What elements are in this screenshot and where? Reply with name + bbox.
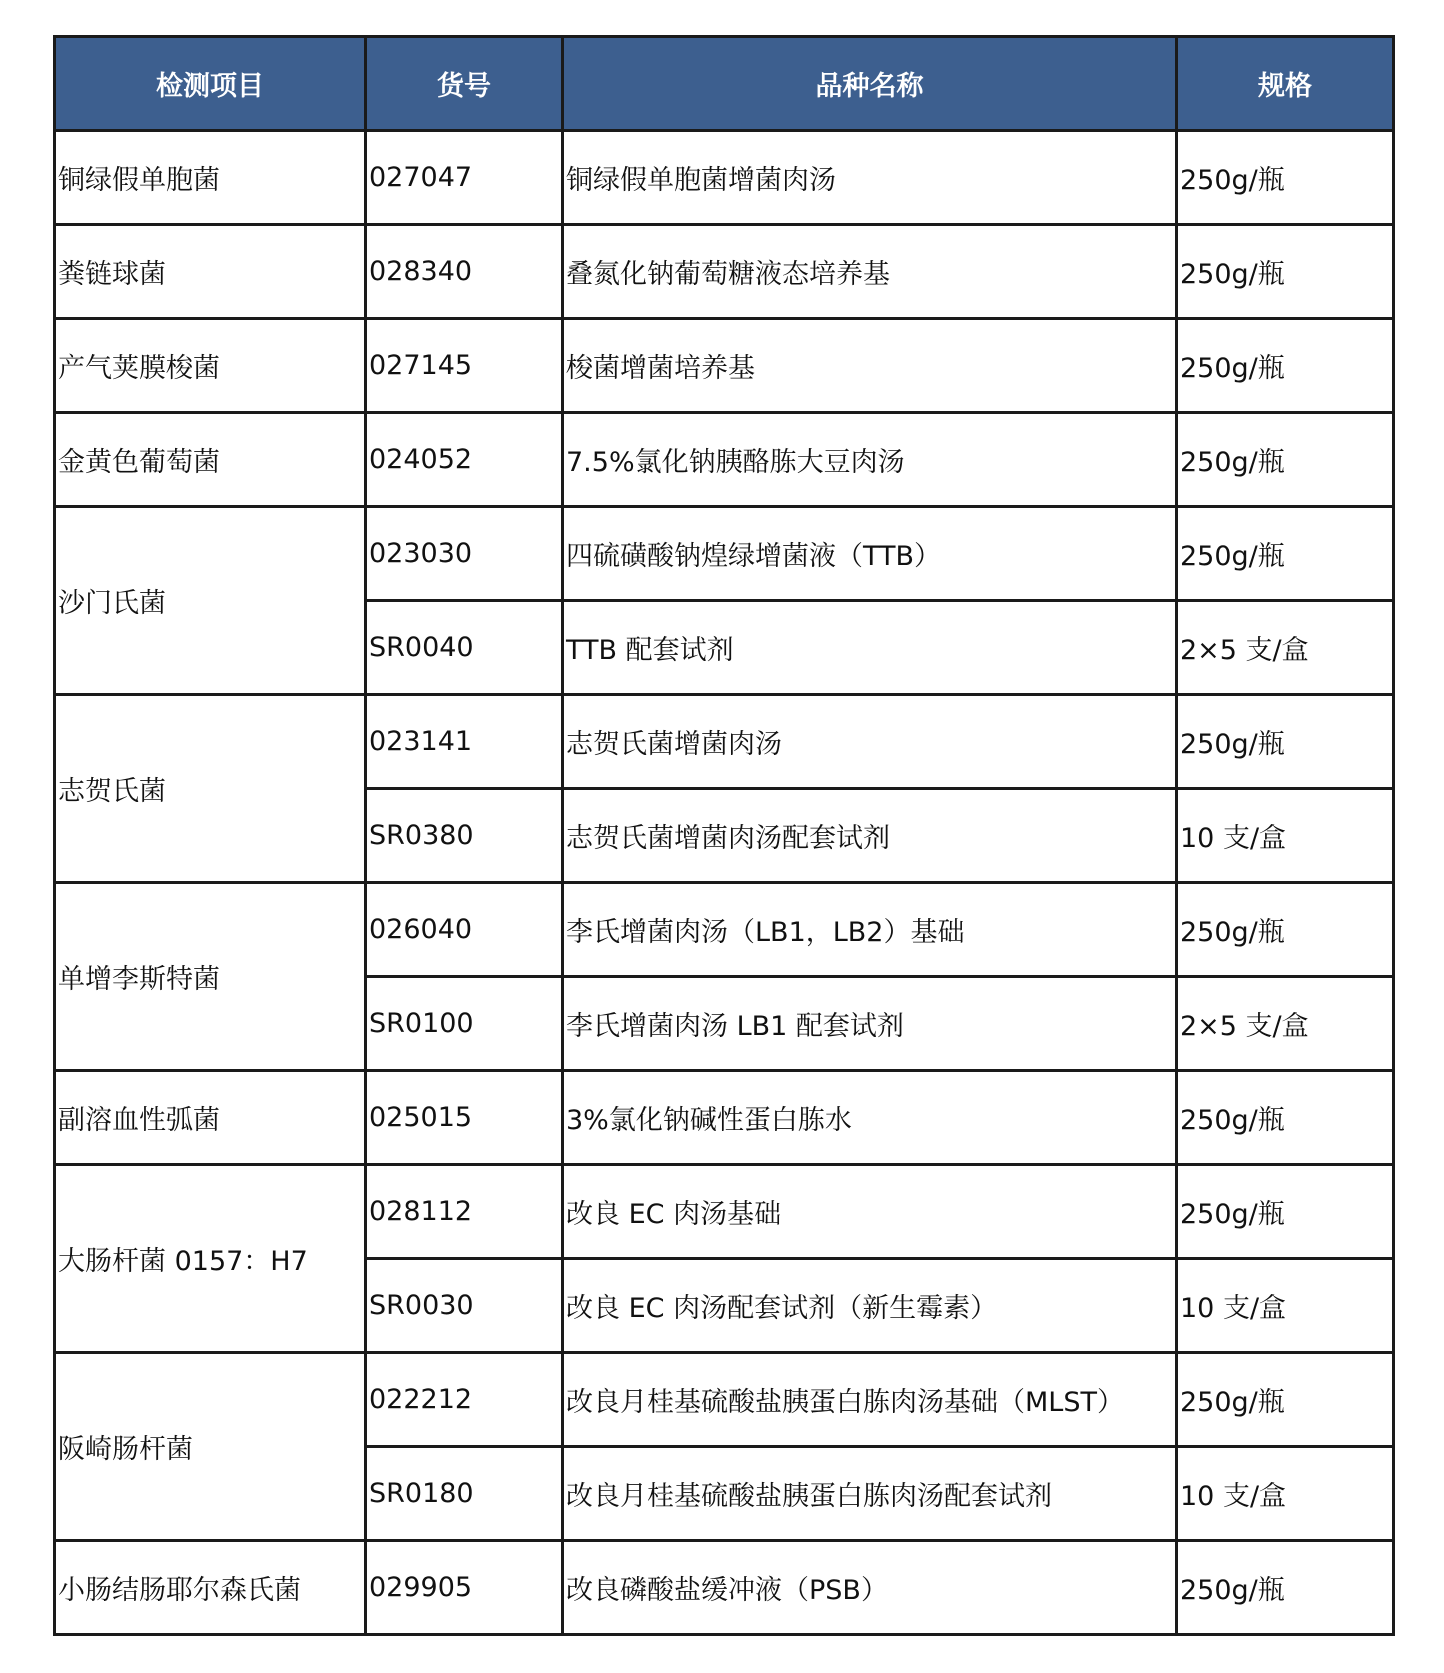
product-spec-cell: 250g/瓶	[1177, 507, 1394, 601]
table-row	[55, 883, 1394, 977]
product-spec-cell: 10 支/盒	[1177, 789, 1394, 883]
product-code-cell: 029905	[366, 1541, 563, 1635]
product-code-cell: 027145	[366, 319, 563, 413]
product-code-cell: 028340	[366, 225, 563, 319]
column-header-code: 货号	[366, 37, 563, 131]
test-item-cell: 铜绿假单胞菌	[55, 131, 366, 225]
test-item-cell: 阪崎肠杆菌	[55, 1353, 366, 1541]
table-row	[55, 1541, 1394, 1635]
product-spec-cell: 250g/瓶	[1177, 883, 1394, 977]
table-row	[55, 1071, 1394, 1165]
product-code-cell: 028112	[366, 1165, 563, 1259]
product-spec-cell: 10 支/盒	[1177, 1259, 1394, 1353]
table-row	[55, 1353, 1394, 1447]
test-item-cell: 副溶血性弧菌	[55, 1071, 366, 1165]
table-row	[55, 131, 1394, 225]
product-name-cell: 志贺氏菌增菌肉汤	[563, 695, 1177, 789]
product-name-cell: 李氏增菌肉汤 LB1 配套试剂	[563, 977, 1177, 1071]
test-item-cell: 大肠杆菌 0157：H7	[55, 1165, 366, 1353]
product-spec-cell: 250g/瓶	[1177, 225, 1394, 319]
product-name-cell: 7.5%氯化钠胰酪胨大豆肉汤	[563, 413, 1177, 507]
product-spec-cell: 250g/瓶	[1177, 695, 1394, 789]
product-spec-cell: 2×5 支/盒	[1177, 601, 1394, 695]
table-row	[55, 225, 1394, 319]
product-spec-cell: 250g/瓶	[1177, 1541, 1394, 1635]
product-name-cell: 志贺氏菌增菌肉汤配套试剂	[563, 789, 1177, 883]
product-code-cell: 026040	[366, 883, 563, 977]
product-name-cell: 梭菌增菌培养基	[563, 319, 1177, 413]
product-code-cell: 022212	[366, 1353, 563, 1447]
table-row	[55, 1165, 1394, 1259]
product-name-cell: 李氏增菌肉汤（LB1，LB2）基础	[563, 883, 1177, 977]
product-name-cell: TTB 配套试剂	[563, 601, 1177, 695]
product-name-cell: 四硫磺酸钠煌绿增菌液（TTB）	[563, 507, 1177, 601]
product-name-cell: 改良月桂基硫酸盐胰蛋白胨肉汤配套试剂	[563, 1447, 1177, 1541]
column-header-item: 检测项目	[55, 37, 366, 131]
product-code-cell: SR0100	[366, 977, 563, 1071]
product-code-cell: SR0380	[366, 789, 563, 883]
product-name-cell: 改良磷酸盐缓冲液（PSB）	[563, 1541, 1177, 1635]
table-row	[55, 319, 1394, 413]
product-code-cell: SR0030	[366, 1259, 563, 1353]
table-row	[55, 695, 1394, 789]
product-name-cell: 铜绿假单胞菌增菌肉汤	[563, 131, 1177, 225]
column-header-spec: 规格	[1177, 37, 1394, 131]
table-row	[55, 507, 1394, 601]
product-name-cell: 改良 EC 肉汤基础	[563, 1165, 1177, 1259]
test-item-cell: 沙门氏菌	[55, 507, 366, 695]
table-body	[55, 131, 1394, 1635]
product-spec-cell: 250g/瓶	[1177, 131, 1394, 225]
column-header-name: 品种名称	[563, 37, 1177, 131]
test-item-cell: 单增李斯特菌	[55, 883, 366, 1071]
product-code-cell: 025015	[366, 1071, 563, 1165]
product-name-cell: 改良 EC 肉汤配套试剂（新生霉素）	[563, 1259, 1177, 1353]
product-name-cell: 叠氮化钠葡萄糖液态培养基	[563, 225, 1177, 319]
product-spec-cell: 2×5 支/盒	[1177, 977, 1394, 1071]
test-item-cell: 志贺氏菌	[55, 695, 366, 883]
product-spec-cell: 250g/瓶	[1177, 413, 1394, 507]
product-spec-cell: 250g/瓶	[1177, 1353, 1394, 1447]
product-code-cell: SR0180	[366, 1447, 563, 1541]
product-name-cell: 改良月桂基硫酸盐胰蛋白胨肉汤基础（MLST）	[563, 1353, 1177, 1447]
test-item-cell: 粪链球菌	[55, 225, 366, 319]
product-code-cell: 024052	[366, 413, 563, 507]
product-code-cell: 023030	[366, 507, 563, 601]
table-row	[55, 413, 1394, 507]
product-spec-cell: 250g/瓶	[1177, 319, 1394, 413]
product-spec-cell: 250g/瓶	[1177, 1165, 1394, 1259]
product-code-cell: 023141	[366, 695, 563, 789]
product-name-cell: 3%氯化钠碱性蛋白胨水	[563, 1071, 1177, 1165]
product-spec-cell: 10 支/盒	[1177, 1447, 1394, 1541]
product-code-cell: 027047	[366, 131, 563, 225]
test-item-cell: 产气荚膜梭菌	[55, 319, 366, 413]
test-item-cell: 小肠结肠耶尔森氏菌	[55, 1541, 366, 1635]
product-table	[53, 35, 1395, 1636]
table-header-row	[55, 37, 1394, 131]
product-code-cell: SR0040	[366, 601, 563, 695]
test-item-cell: 金黄色葡萄菌	[55, 413, 366, 507]
product-spec-cell: 250g/瓶	[1177, 1071, 1394, 1165]
